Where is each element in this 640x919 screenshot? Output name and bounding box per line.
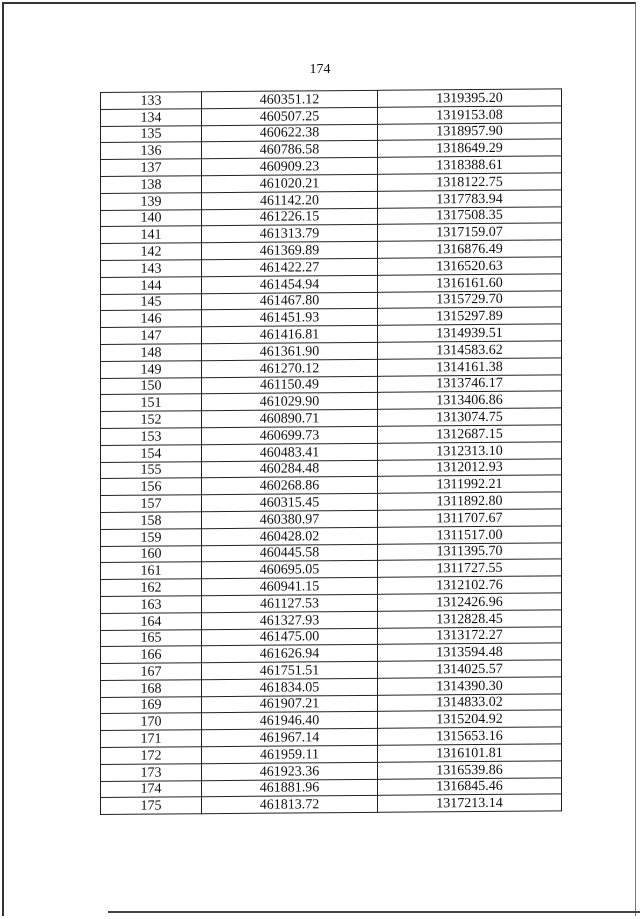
x-coordinate-cell: 460268.86 [202,477,378,495]
point-number-cell: 136 [101,142,202,160]
point-number-cell: 174 [101,780,202,798]
x-coordinate-cell: 461226.15 [202,208,378,226]
x-coordinate-cell: 461834.05 [202,678,378,696]
point-number-cell: 158 [101,512,202,530]
point-number-cell: 145 [101,293,202,311]
point-number-cell: 143 [101,260,202,278]
y-coordinate-cell: 1311707.67 [378,509,562,527]
point-number-cell: 139 [101,192,202,210]
point-number-cell: 169 [101,696,202,714]
x-coordinate-cell: 461946.40 [202,712,378,730]
x-coordinate-cell: 460445.58 [202,544,378,562]
x-coordinate-cell: 461416.81 [202,325,378,343]
y-coordinate-cell: 1313594.48 [378,643,562,661]
y-coordinate-cell: 1313172.27 [378,626,562,644]
y-coordinate-cell: 1312426.96 [378,593,562,611]
point-number-cell: 157 [101,495,202,513]
y-coordinate-cell: 1312828.45 [378,610,562,628]
y-coordinate-cell: 1311517.00 [378,526,562,544]
x-coordinate-cell: 461881.96 [202,779,378,797]
point-number-cell: 164 [101,612,202,630]
x-coordinate-cell: 461369.89 [202,241,378,259]
y-coordinate-cell: 1312313.10 [378,442,562,460]
x-coordinate-cell: 460695.05 [202,561,378,579]
y-coordinate-cell: 1317159.07 [378,223,562,241]
point-number-cell: 138 [101,176,202,194]
x-coordinate-cell: 460890.71 [202,409,378,427]
point-number-cell: 148 [101,344,202,362]
x-coordinate-cell: 461313.79 [202,225,378,243]
x-coordinate-cell: 460507.25 [202,107,378,125]
y-coordinate-cell: 1316520.63 [378,257,562,275]
y-coordinate-cell: 1315729.70 [378,290,562,308]
x-coordinate-cell: 461454.94 [202,275,378,293]
x-coordinate-cell: 461751.51 [202,661,378,679]
point-number-cell: 175 [101,797,202,815]
y-coordinate-cell: 1315653.16 [378,727,562,745]
point-number-cell: 159 [101,528,202,546]
y-coordinate-cell: 1314390.30 [378,677,562,695]
point-number-cell: 156 [101,478,202,496]
point-number-cell: 167 [101,663,202,681]
point-number-cell: 133 [101,92,202,110]
point-number-cell: 149 [101,360,202,378]
y-coordinate-cell: 1317508.35 [378,206,562,224]
point-number-cell: 168 [101,680,202,698]
point-number-cell: 135 [101,125,202,143]
table-row [101,794,562,814]
y-coordinate-cell: 1318122.75 [378,173,562,191]
point-number-cell: 162 [101,579,202,597]
x-coordinate-cell: 461150.49 [202,376,378,394]
y-coordinate-cell: 1313074.75 [378,408,562,426]
point-number-cell: 151 [101,394,202,412]
x-coordinate-cell: 461142.20 [202,191,378,209]
y-coordinate-cell: 1314025.57 [378,660,562,678]
y-coordinate-cell: 1319395.20 [378,89,562,107]
point-number-cell: 161 [101,562,202,580]
coordinates-table-body [101,89,562,815]
y-coordinate-cell: 1317213.14 [378,794,562,812]
y-coordinate-cell: 1312012.93 [378,458,562,476]
y-coordinate-cell: 1311892.80 [378,492,562,510]
y-coordinate-cell: 1317783.94 [378,190,562,208]
y-coordinate-cell: 1313406.86 [378,391,562,409]
y-coordinate-cell: 1316161.60 [378,274,562,292]
x-coordinate-cell: 461626.94 [202,645,378,663]
y-coordinate-cell: 1311395.70 [378,542,562,560]
x-coordinate-cell: 460351.12 [202,90,378,108]
y-coordinate-cell: 1316539.86 [378,761,562,779]
point-number-cell: 155 [101,461,202,479]
x-coordinate-cell: 460284.48 [202,460,378,478]
point-number-cell: 146 [101,310,202,328]
x-coordinate-cell: 460315.45 [202,493,378,511]
x-coordinate-cell: 461475.00 [202,628,378,646]
point-number-cell: 170 [101,713,202,731]
y-coordinate-cell: 1319153.08 [378,106,562,124]
y-coordinate-cell: 1313746.17 [378,374,562,392]
x-coordinate-cell: 460909.23 [202,158,378,176]
point-number-cell: 153 [101,428,202,446]
x-coordinate-cell: 460483.41 [202,443,378,461]
y-coordinate-cell: 1318957.90 [378,122,562,140]
y-coordinate-cell: 1312687.15 [378,425,562,443]
x-coordinate-cell: 461361.90 [202,342,378,360]
point-number-cell: 134 [101,108,202,126]
point-number-cell: 172 [101,747,202,765]
x-coordinate-cell: 461422.27 [202,258,378,276]
x-coordinate-cell: 460941.15 [202,577,378,595]
y-coordinate-cell: 1314833.02 [378,694,562,712]
coordinates-table [100,88,562,815]
point-number-cell: 137 [101,159,202,177]
x-coordinate-cell: 461327.93 [202,611,378,629]
x-coordinate-cell: 461451.93 [202,309,378,327]
x-coordinate-cell: 460428.02 [202,527,378,545]
x-coordinate-cell: 461020.21 [202,174,378,192]
point-number-cell: 154 [101,444,202,462]
y-coordinate-cell: 1315204.92 [378,710,562,728]
point-number-cell: 141 [101,226,202,244]
x-coordinate-cell: 461813.72 [202,796,378,814]
y-coordinate-cell: 1315297.89 [378,307,562,325]
y-coordinate-cell: 1311992.21 [378,475,562,493]
x-coordinate-cell: 460786.58 [202,141,378,159]
x-coordinate-cell: 461029.90 [202,393,378,411]
y-coordinate-cell: 1311727.55 [378,559,562,577]
point-number-cell: 147 [101,327,202,345]
bottom-rule [108,911,640,913]
x-coordinate-cell: 461959.11 [202,745,378,763]
point-number-cell: 173 [101,764,202,782]
point-number-cell: 163 [101,596,202,614]
point-number-cell: 150 [101,377,202,395]
y-coordinate-cell: 1318649.29 [378,139,562,157]
point-number-cell: 152 [101,411,202,429]
point-number-cell: 160 [101,545,202,563]
x-coordinate-cell: 460622.38 [202,124,378,142]
point-number-cell: 171 [101,730,202,748]
x-coordinate-cell: 460380.97 [202,510,378,528]
point-number-cell: 142 [101,243,202,261]
x-coordinate-cell: 461127.53 [202,594,378,612]
y-coordinate-cell: 1314583.62 [378,341,562,359]
y-coordinate-cell: 1318388.61 [378,156,562,174]
point-number-cell: 140 [101,209,202,227]
x-coordinate-cell: 461923.36 [202,762,378,780]
point-number-cell: 166 [101,646,202,664]
y-coordinate-cell: 1316876.49 [378,240,562,258]
point-number-cell: 165 [101,629,202,647]
x-coordinate-cell: 461907.21 [202,695,378,713]
y-coordinate-cell: 1312102.76 [378,576,562,594]
y-coordinate-cell: 1314939.51 [378,324,562,342]
x-coordinate-cell: 460699.73 [202,426,378,444]
point-number-cell: 144 [101,276,202,294]
x-coordinate-cell: 461270.12 [202,359,378,377]
y-coordinate-cell: 1316101.81 [378,744,562,762]
y-coordinate-cell: 1316845.46 [378,778,562,796]
x-coordinate-cell: 461967.14 [202,729,378,747]
y-coordinate-cell: 1314161.38 [378,358,562,376]
x-coordinate-cell: 461467.80 [202,292,378,310]
page-number: 174 [309,62,331,77]
